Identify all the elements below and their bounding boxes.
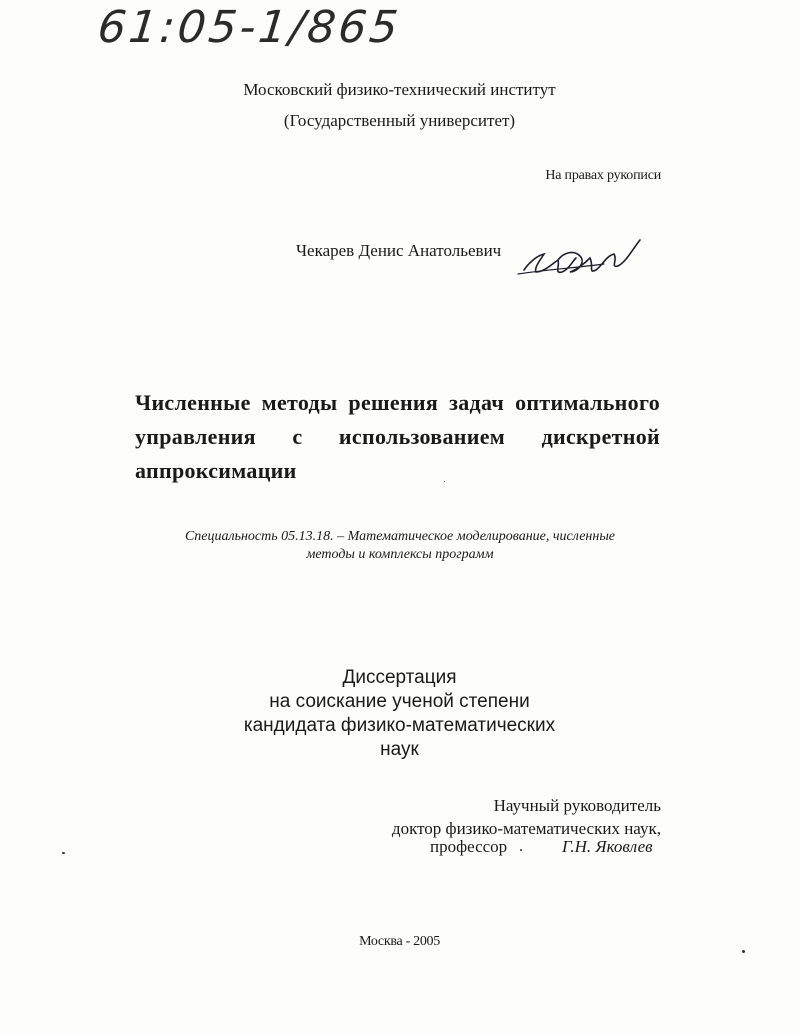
scan-speck	[444, 481, 445, 482]
manuscript-rights-note: На правах рукописи	[545, 168, 661, 183]
scan-speck	[520, 849, 522, 851]
supervisor-role: Научный руководитель	[493, 796, 661, 815]
degree-line-end: наук	[380, 739, 419, 760]
specialty	[160, 528, 640, 564]
dissertation-heading: Диссертация	[342, 667, 457, 688]
scan-speck	[62, 852, 65, 854]
dissertation-purpose-line: на соискание ученой степени	[269, 691, 530, 712]
city-year: Москва - 2005	[359, 934, 440, 949]
dissertation-title: Численные методы решения задач оптимального управления с использованием дискретной аппроксимации	[135, 390, 660, 483]
degree-line: кандидата физико-математических	[243, 715, 556, 736]
specialty-text: Математическое моделирование, численные методы и комплексы программ	[306, 529, 616, 562]
catalog-stamp: 61:05-1/865	[95, 2, 404, 53]
scan-speck	[742, 950, 745, 953]
author-signature	[514, 234, 644, 291]
specialty-label: Специальность 05.13.18. –	[184, 529, 345, 544]
supervisor-position: профессор	[430, 837, 508, 856]
institution-name: Московский физико-технический институт	[243, 80, 556, 99]
institution-status: (Государственный университет)	[283, 111, 516, 130]
supervisor-degree: доктор физико-математических наук,	[391, 819, 661, 838]
author-name: Чекарев Денис Анатольевич	[296, 241, 502, 260]
supervisor-name: Г.Н. Яковлев	[562, 837, 653, 856]
